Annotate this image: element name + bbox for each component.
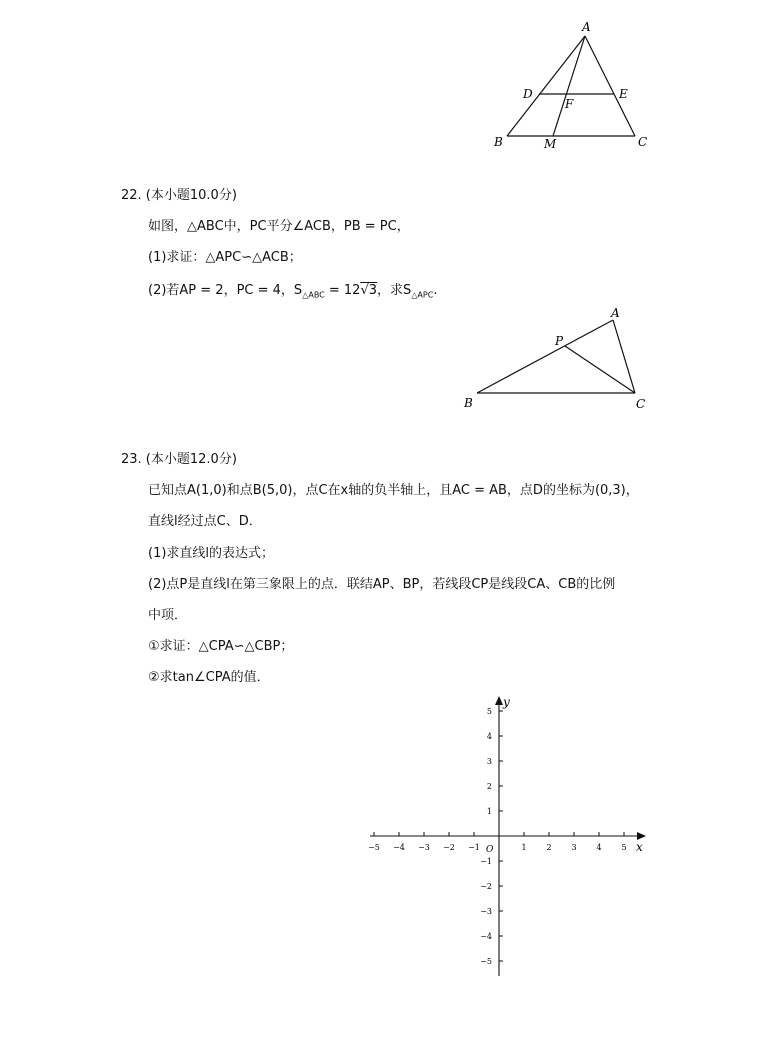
y-tick-label: −3 bbox=[480, 907, 492, 916]
x-tick-label: 1 bbox=[521, 843, 527, 852]
q23-line1: 已知点A(1,0)和点B(5,0)，点C在x轴的负半轴上，且AC = AB，点D的坐标为(0,3)， bbox=[148, 483, 639, 498]
label-p: P bbox=[555, 334, 564, 348]
label-d: D bbox=[523, 87, 533, 101]
q23-header: 23. (本小题12.0分) bbox=[121, 452, 237, 467]
label-f: F bbox=[565, 97, 574, 111]
q22-part2-mid: = 12 bbox=[324, 283, 361, 298]
label-m: M bbox=[544, 137, 557, 151]
q22-part2-pre: (2)若AP = 2，PC = 4，S bbox=[148, 283, 303, 298]
segment-pc bbox=[565, 346, 635, 393]
q22-header: 22. (本小题10.0分) bbox=[121, 188, 237, 203]
q22-part1: (1)求证：△APC∽△ACB； bbox=[148, 250, 302, 265]
segment-am bbox=[553, 36, 585, 136]
y-axis-arrow bbox=[495, 696, 503, 705]
origin-label: O bbox=[486, 845, 494, 855]
side-ab bbox=[507, 36, 585, 136]
q23-line2: 直线l经过点C、D． bbox=[148, 514, 262, 529]
q23-line6: ①求证：△CPA∽△CBP； bbox=[148, 639, 294, 654]
q22-part2-post: ，求S bbox=[377, 283, 412, 298]
x-tick-label: 3 bbox=[571, 843, 577, 852]
q22-part2 bbox=[148, 282, 437, 305]
y-tick-label: −5 bbox=[480, 957, 492, 966]
side-ac bbox=[585, 36, 635, 136]
q22-part2-sqrt: √3 bbox=[360, 283, 378, 298]
x-axis-label: x bbox=[636, 840, 643, 854]
q23-line5: 中项． bbox=[148, 608, 188, 623]
q22-stem: 如图，△ABC中，PC平分∠ACB，PB = PC， bbox=[148, 219, 410, 234]
y-tick-label: 2 bbox=[486, 782, 492, 791]
y-tick-label: −4 bbox=[480, 932, 492, 941]
label-a-2: A bbox=[611, 306, 620, 320]
label-a: A bbox=[582, 20, 591, 34]
q23-line4: (2)点P是直线l在第三象限上的点．联结AP、BP，若线段CP是线段CA、CB的比例 bbox=[148, 577, 616, 592]
side-ba-2 bbox=[477, 320, 613, 393]
q22-part2-sub1: △ABC bbox=[302, 290, 325, 300]
x-tick-label: −5 bbox=[368, 843, 380, 852]
side-ac-2 bbox=[613, 320, 635, 393]
label-e: E bbox=[619, 87, 628, 101]
label-c: C bbox=[638, 135, 648, 149]
coordinate-axes bbox=[368, 695, 646, 976]
x-tick-label: 2 bbox=[546, 843, 552, 852]
x-tick-label: 5 bbox=[621, 843, 627, 852]
y-tick-label: 1 bbox=[486, 807, 492, 816]
y-tick-label: −2 bbox=[480, 882, 492, 891]
label-b-2: B bbox=[464, 396, 473, 410]
y-tick-label: 4 bbox=[486, 732, 492, 741]
x-tick-label: −3 bbox=[418, 843, 430, 852]
x-tick-label: −1 bbox=[468, 843, 480, 852]
label-c-2: C bbox=[636, 397, 646, 411]
y-tick-label: 5 bbox=[486, 707, 492, 716]
y-tick-label: −1 bbox=[480, 857, 492, 866]
y-axis-label: y bbox=[503, 695, 510, 709]
q22-part2-sub2: △APC bbox=[411, 290, 434, 300]
x-tick-label: −4 bbox=[393, 843, 405, 852]
x-tick-label: −2 bbox=[443, 843, 455, 852]
label-b: B bbox=[494, 135, 503, 149]
q22-part2-end: . bbox=[433, 283, 438, 298]
y-tick-label: 3 bbox=[486, 757, 492, 766]
x-axis-arrow bbox=[637, 832, 646, 840]
q23-line7: ②求tan∠CPA的值． bbox=[148, 670, 270, 685]
x-tick-label: 4 bbox=[596, 843, 602, 852]
q23-line3: (1)求直线l的表达式； bbox=[148, 546, 275, 561]
